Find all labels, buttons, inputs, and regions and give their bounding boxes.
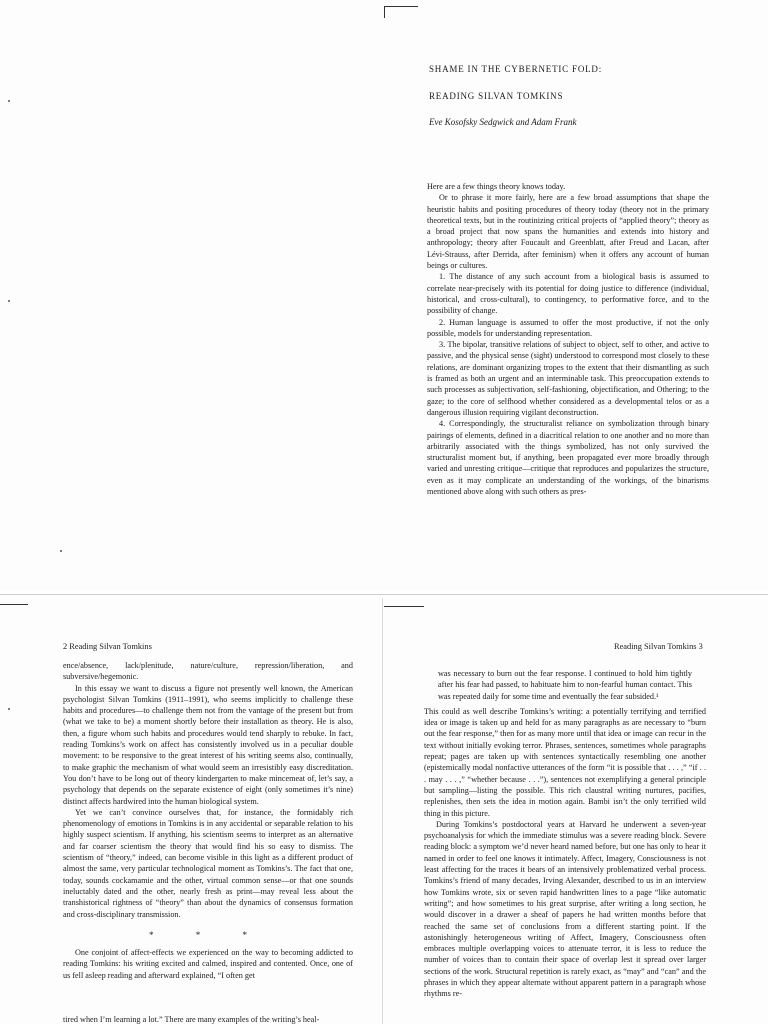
paragraph: 2. Human language is assumed to offer the most productive, if not the only possible, models for understanding representation. [427,317,709,338]
cut-off-line: tired when I’m learning a lot.” There are many examples of the writing’s heal- [63,1015,320,1024]
running-head-right: Reading Silvan Tomkins 3 [614,642,703,651]
paragraph: ence/absence, lack/plenitude, nature/culture, repression/liberation, and subversive/hegemonic. [63,661,353,682]
paragraph: Here are a few things theory knows today. [427,182,566,191]
paragraph: Or to phrase it more fairly, here are a few broad assumptions that shape the heuristic habits and positing procedures of theory today (theory not in the primary theoretical texts, but in the routinizing critical projects of “applied theory”; theory as a broad project that now spans the humanities and extends into history and anthropology; theory after Foucault and Greenblatt, after Freud and Lacan, after Lévi-Strauss, after Derrida, after feminism) when it offers any account of human beings or cultures. [427,193,709,271]
margin-mark [8,708,10,710]
margin-mark [8,300,10,302]
body-text-page-3 [424,668,706,1000]
paragraph: In this essay we want to discuss a figure not presently well known, the American psychologist Silvan Tomkins (1911–1991), who seems implicitly to challenge these habits and procedures—to challenge them not from the vantage of the present but from (what we take to be) a moment shortly before their installation as theory. He is also, then, a figure whom such habits and procedures would tend sharply to rebuke. In fact, reading Tomkins’s work on affect has consistently involved us in a peculiar double movement: to be responsive to the great interest of his writing seems also, continually, to make graphic the mechanism of what would seem an irresistibly easy discreditation. You don’t have to be long out of theory kindergarten to make mincemeat of, let’s say, a psychology that depends on the separate existence of eight (only sometimes it’s nine) distinct affects hardwired into the human biological system. [63,683,353,806]
margin-mark [60,550,62,552]
paragraph: 1. The distance of any such account from a biological basis is assumed to correlate near-precisely with its potential for doing justice to difference (individual, historical, and cross-cultural), to contingency, to performative force, and to the possibility of change. [427,272,709,316]
body-text-page-1 [427,181,709,497]
crop-mark [0,604,28,605]
paragraph: 3. The bipolar, transitive relations of subject to object, self to other, and active to passive, and the physical sense (sight) understood to correspond most closely to these relations, are dominant organizing tropes to the extent that their dismantling as such is framed as both an urgent and an interminable task. This preoccupation extends to such processes as subjectivation, self-fashioning, objectification, and Othering; to the gaze; to the core of selfhood whether considered as a developmental telos or as a dangerous illusion requiring vigilant deconstruction. [427,340,709,417]
paragraph: During Tomkins’s postdoctoral years at Harvard he underwent a seven-year psychoanalysis for which the immediate stimulus was a severe reading block. Severe reading block: a symptom we’d never heard named before, but one has only to hear it named in order to feel one knows it intimately. Affect, Imagery, Consciousness is not least affecting for the traces it bears of an intensively problematized verbal process. Tomkins’s friend of many decades, Irving Alexander, described to us in an interview how Tomkins wrote, six or seven rapid handwritten lines to a page “like automatic writing”; and how sometimes to his great surprise, after writing a long section, he would discover in a drawer a sheaf of papers he had written months before that reached the same set of conclusions from a different starting point. If the astonishingly heterogeneous writing of Affect, Imagery, Consciousness often embraces multiple overlapping voices to attenuate terror, it is less to reduce the number of voices than to contain their space of overlap lest it spread over larger sections of the work. Structural repetition is rarely exact, as “may” and “can” and the phrases in which they appear alternate without apparent pattern in a paragraph whose rhythms re- [424,819,706,999]
page-divider [0,594,768,595]
paragraph: This could as well describe Tomkins’s writing: a potentially terrifying and terrified idea or image is taken up and held for as many paragraphs as are necessary to “burn out the fear response,” then for as many more until that idea or image can recur in the text without initially evoking terror. Phrases, sentences, sometimes whole paragraphs repeat; pages are taken up with sentences syntactically resembling one another (epistemically modal nonfactive utterances of the form “it is possible that . . . ,” “if . . . may . . . ,” “whether because . . .”), sentences not exemplifying a general principle but sampling—listing the possible. This rich claustral writing nurtures, pacifies, replenishes, then sets the idea in motion again. Bambi isn’t the only terrified wild thing in this picture. [424,706,706,818]
paragraph: 4. Correspondingly, the structuralist reliance on symbolization through binary pairings of elements, defined in a diacritical relation to one another and no more than arbitrarily associated with the things symbolized, has not only survived the structuralist moment but, if anything, been propagated ever more broadly through varied and unresting critique—critique that reproduces and popularizes the structure, even as it may complicate an understanding of the workings, of the binarisms mentioned above along with such others as pres- [427,419,709,497]
article-authors: Eve Kosofsky Sedgwick and Adam Frank [429,117,577,127]
block-quote: was necessary to burn out the fear response. I continued to hold him tightly after his fear had passed, to habituate him to non-fearful human contact. This was repeated daily for some time and eventually the fear subsided.¹ [438,669,692,701]
gutter [382,598,383,1024]
running-head-left: 2 Reading Silvan Tomkins [63,642,152,651]
crop-mark [384,6,418,7]
title-block [429,64,729,127]
paragraph: One conjoint of affect-effects we experienced on the way to becoming addicted to reading Tomkins: his writing excited and calmed, inspired and contented. Once, one of us fell asleep reading and afterward explained, “I often get [63,948,353,980]
article-title: SHAME IN THE CYBERNETIC FOLD: [429,64,603,74]
article-subtitle: READING SILVAN TOMKINS [429,91,564,101]
section-break: * * * [149,929,267,940]
margin-mark [8,100,10,102]
paragraph: Yet we can’t convince ourselves that, for instance, the formidably rich phenomenology of emotions in Tomkins is in any accidental or separable relation to his highly suspect scientism. If anything, his scientism seems to interpret as an alternative and far coarser scientism the theory that would find his so easy to dismiss. The scientism of “theory,” indeed, can become visible in this light as a different product of almost the same, very particular technological moment as Tomkins’s. The fact that one, today, sounds cockamamie and the other, virtual common sense—or that one sounds ineluctably dated and the other, nearly fresh as print—may reveal less about the transhistorical rightness of “theory” than about the dynamics of consensus formation and cross-disciplinary transmission. [63,807,353,919]
crop-mark [384,6,385,18]
body-text-page-2 [63,660,353,981]
crop-mark [384,606,424,607]
